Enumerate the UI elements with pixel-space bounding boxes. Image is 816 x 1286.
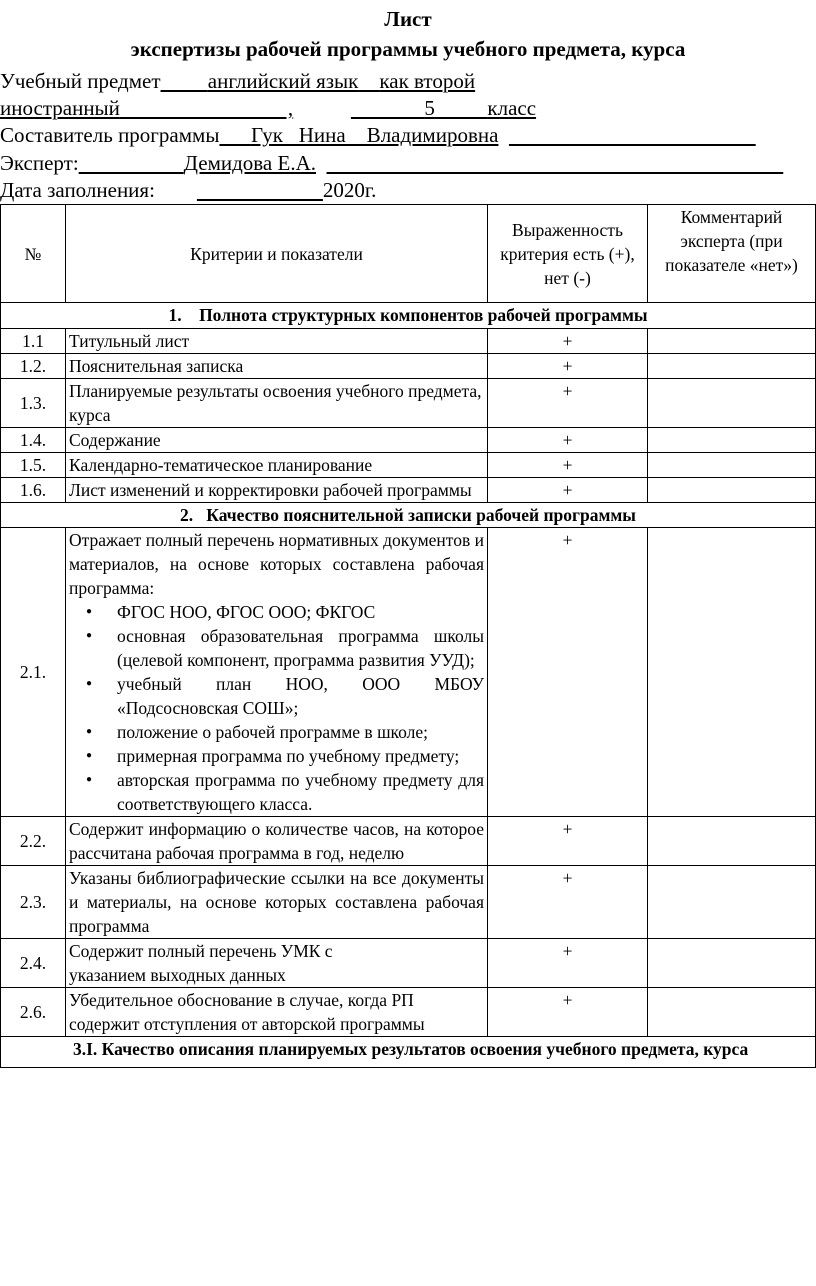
table-row xyxy=(1,866,816,939)
section-1-title: 1. Полнота структурных компонентов рабочей программы xyxy=(1,303,816,329)
subject-value-3: иностранный xyxy=(0,96,120,120)
list-item: ● примерная программа по учебному предмету; xyxy=(117,744,484,768)
header-comment: Комментарий эксперта (при показателе «нет») xyxy=(648,205,816,303)
row-criteria: Указаны библиографические ссылки на все документы и материалы, на основе которых составлена рабочая программа xyxy=(66,866,488,939)
row-num: 2.2. xyxy=(1,817,66,866)
table-row xyxy=(1,428,816,453)
table-row xyxy=(1,988,816,1037)
section-row xyxy=(1,503,816,528)
row-num: 2.4. xyxy=(1,939,66,988)
row-mark: + xyxy=(488,329,648,354)
row-mark: + xyxy=(488,939,648,988)
list-item: ● учебный план НОО, ООО МБОУ «Подсосновская СОШ»; xyxy=(117,672,484,720)
row-num: 2.3. xyxy=(1,866,66,939)
row-comment xyxy=(648,478,816,503)
row-comment xyxy=(648,329,816,354)
row-criteria: Содержание xyxy=(66,428,488,453)
table-row xyxy=(1,939,816,988)
row-criteria: Титульный лист xyxy=(66,329,488,354)
row-criteria: Убедительное обоснование в случае, когда РП содержит отступления от авторской программы xyxy=(66,988,488,1037)
expertise-table xyxy=(0,204,816,1068)
row-num: 1.6. xyxy=(1,478,66,503)
row-criteria: Содержит полный перечень УМК с указанием выходных данных xyxy=(66,939,488,988)
expert-label: Эксперт: xyxy=(0,151,79,175)
row-mark: + xyxy=(488,478,648,503)
subject-grade-line: иностранный , 5 класс xyxy=(0,96,537,120)
row-comment xyxy=(648,428,816,453)
row-num: 1.3. xyxy=(1,379,66,428)
section-row xyxy=(1,303,816,329)
date-label: Дата заполнения: xyxy=(0,178,155,202)
row-num: 1.4. xyxy=(1,428,66,453)
row-num: 1.2. xyxy=(1,354,66,379)
row-mark: + xyxy=(488,817,648,866)
subject-label: Учебный предмет xyxy=(0,69,161,93)
row-mark: + xyxy=(488,528,648,817)
table-row xyxy=(1,379,816,428)
section-2-title: 2. Качество пояснительной записки рабочей программы xyxy=(1,503,816,528)
bullet-list xyxy=(69,600,484,816)
date-value: 2020г. xyxy=(322,178,377,202)
grade-value: 5 xyxy=(424,96,435,120)
row-criteria: Календарно-тематическое планирование xyxy=(66,453,488,478)
list-item: ● основная образовательная программа школы (целевой компонент, программа развития УУД); xyxy=(117,624,484,672)
row-mark: + xyxy=(488,379,648,428)
row-mark: + xyxy=(488,866,648,939)
document-subtitle: экспертизы рабочей программы учебного предмета, курса xyxy=(130,37,686,61)
row-criteria xyxy=(66,528,488,817)
row-mark: + xyxy=(488,988,648,1037)
row-comment xyxy=(648,354,816,379)
subject-value-2: как второй xyxy=(379,69,476,93)
header-expressed: Выраженность критерия есть (+), нет (-) xyxy=(488,205,648,303)
row-comment xyxy=(648,453,816,478)
row-criteria: Пояснительная записка xyxy=(66,354,488,379)
row-mark: + xyxy=(488,428,648,453)
table-row xyxy=(1,329,816,354)
subject-value: английский язык xyxy=(207,69,359,93)
row-criteria: Планируемые результаты освоения учебного предмета, курса xyxy=(66,379,488,428)
table-header-row xyxy=(1,205,816,303)
table-row xyxy=(1,453,816,478)
grade-label: класс xyxy=(487,96,537,120)
expert-line xyxy=(0,150,783,176)
section-3-title: 3.I. Качество описания планируемых результатов освоения учебного предмета, курса xyxy=(1,1037,816,1068)
row-comment xyxy=(648,866,816,939)
section-row xyxy=(1,1037,816,1068)
row-num: 2.1. xyxy=(1,528,66,817)
table-row xyxy=(1,354,816,379)
table-row xyxy=(1,528,816,817)
author-line xyxy=(0,122,756,148)
row-comment xyxy=(648,988,816,1037)
list-item: ● положение о рабочей программе в школе; xyxy=(117,720,484,744)
row-comment xyxy=(648,528,816,817)
document-title: Лист xyxy=(384,7,432,31)
subject-line xyxy=(0,68,475,94)
table-row xyxy=(1,478,816,503)
author-label: Составитель программы xyxy=(0,123,220,147)
row-mark: + xyxy=(488,354,648,379)
row-criteria: Содержит информацию о количестве часов, на которое рассчитана рабочая программа в год, неделю xyxy=(66,817,488,866)
author-value: Гук Нина Владимировна xyxy=(250,123,499,147)
header-num: № xyxy=(1,205,66,303)
header-criteria: Критерии и показатели xyxy=(66,205,488,303)
list-item: ● ФГОС НОО, ФГОС ООО; ФКГОС xyxy=(117,600,484,624)
row-comment xyxy=(648,379,816,428)
row-num: 1.5. xyxy=(1,453,66,478)
row-comment xyxy=(648,939,816,988)
expert-value: Демидова Е.А. xyxy=(183,151,316,175)
row-criteria: Лист изменений и корректировки рабочей программы xyxy=(66,478,488,503)
row-criteria-text: Отражает полный перечень нормативных документов и материалов, на основе которых составлена рабочая программа: xyxy=(69,530,484,598)
list-item: ● авторская программа по учебному предмету для соответствующего класса. xyxy=(117,768,484,816)
date-line xyxy=(0,177,376,203)
row-mark: + xyxy=(488,453,648,478)
row-num: 1.1 xyxy=(1,329,66,354)
row-num: 2.6. xyxy=(1,988,66,1037)
row-comment xyxy=(648,817,816,866)
table-row xyxy=(1,817,816,866)
